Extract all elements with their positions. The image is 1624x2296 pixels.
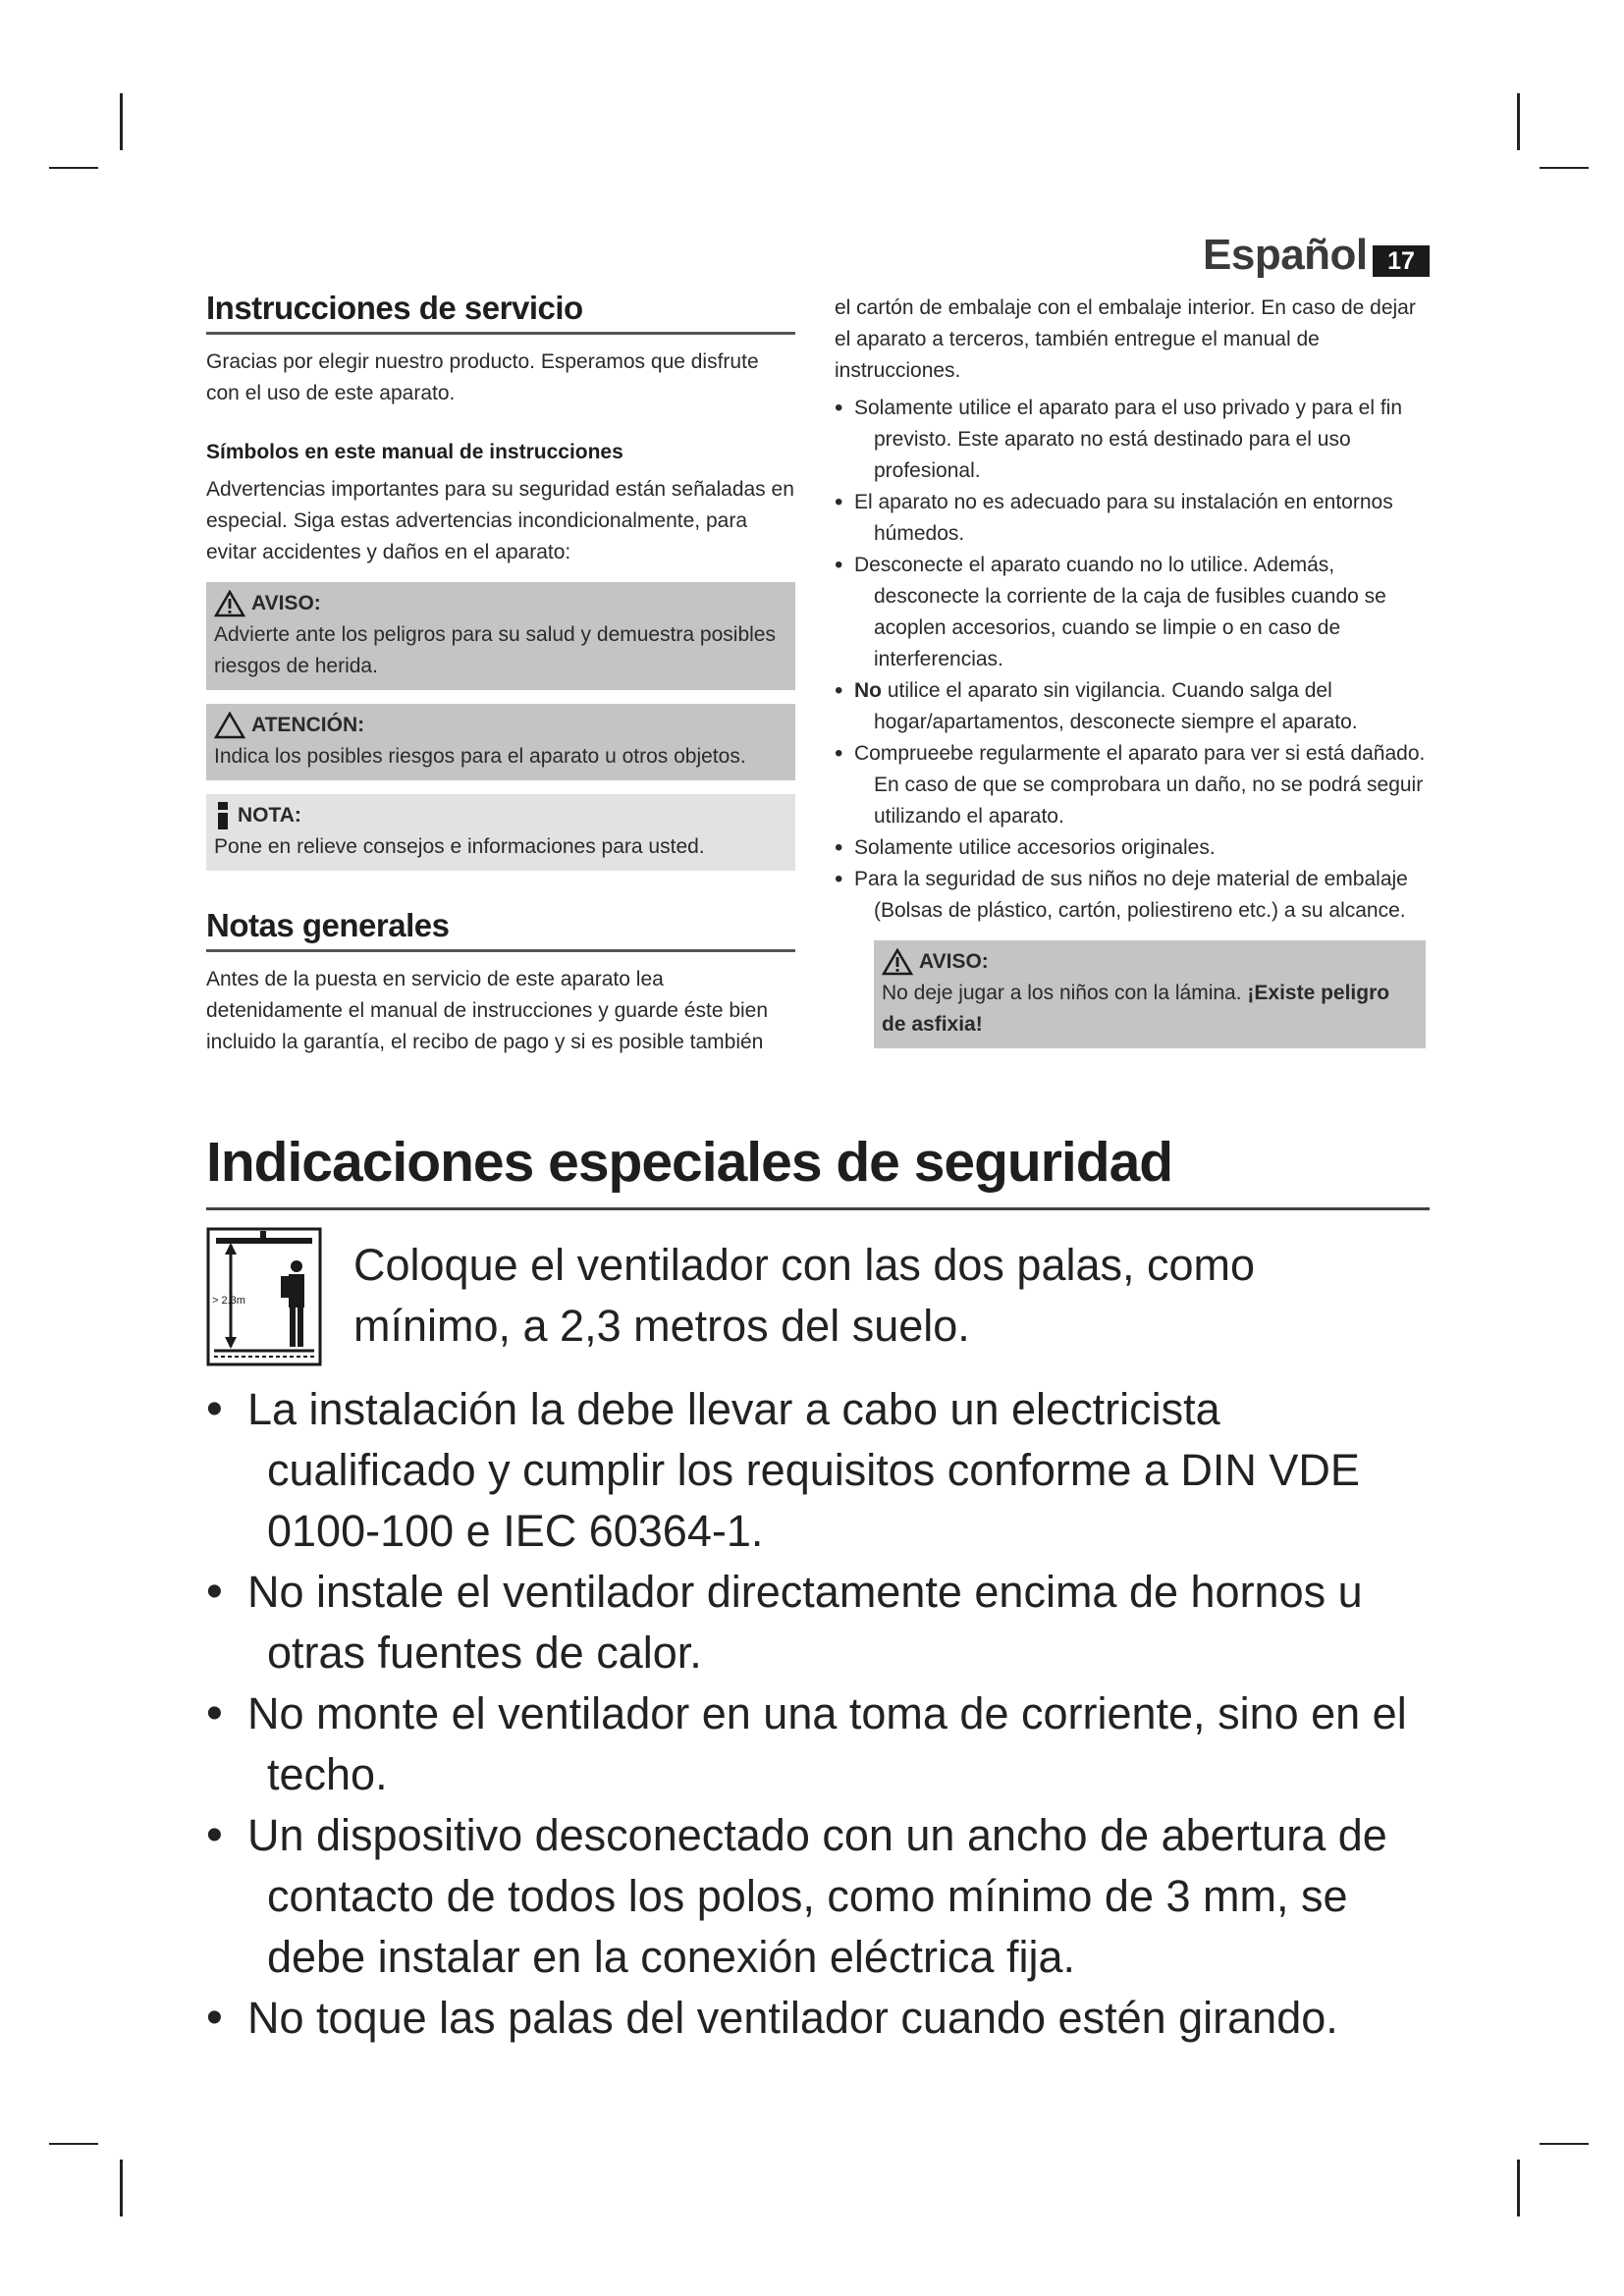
no-bold: No (854, 679, 882, 702)
right-column (835, 293, 1426, 1048)
page-number: 17 (1373, 245, 1430, 277)
crop-mark (1540, 2143, 1589, 2145)
list-item: • Desconecte el aparato cuando no lo utilice. Además, desconecte la corriente de la caja de fusibles cuando se acoplen accesorios, cuando se limpie o en caso de interferencias. (835, 550, 1426, 675)
crop-mark (49, 2143, 98, 2145)
left-column (206, 290, 795, 1058)
atencion-title: ATENCIÓN: (251, 714, 365, 736)
list-item: • No instale el ventilador directamente encima de hornos u otras fuentes de calor. (206, 1562, 1434, 1683)
list-item (835, 675, 1426, 738)
caution-icon (214, 712, 245, 739)
crop-mark (1517, 93, 1520, 150)
warning-icon (882, 948, 913, 976)
nota-title: NOTA: (238, 804, 301, 827)
aviso-text-normal: No deje jugar a los niños con la lámina. (882, 982, 1248, 1004)
list-item: • Solamente utilice accesorios originales. (835, 832, 1426, 864)
crop-mark (120, 2160, 123, 2216)
list-item: • Para la seguridad de sus niños no deje material de embalaje (Bolsas de plástico, cartón, poliestireno etc.) a su alcance. (835, 864, 1426, 927)
general-notes-list (835, 393, 1426, 927)
aviso-text: Advierte ante los peligros para su salud y demuestra posibles riesgos de herida. (214, 623, 776, 677)
atencion-text: Indica los posibles riesgos para el aparato u otros objetos. (214, 745, 746, 768)
intro-paragraph: Gracias por elegir nuestro producto. Esperamos que disfrute con el uso de este aparato. (206, 350, 759, 404)
special-safety-title: Indicaciones especiales de seguridad (206, 1129, 1430, 1210)
symbols-heading: Símbolos en este manual de instrucciones (206, 441, 623, 463)
height-label: > 2.3m (212, 1295, 245, 1307)
warning-icon (214, 590, 245, 617)
section-title-notas: Notas generales (206, 910, 795, 952)
notas-paragraph: Antes de la puesta en servicio de este aparato lea detenidamente el manual de instrucciones y guarde éste bien incluido la garantía, el recibo de pago y si es posible también (206, 968, 769, 1053)
symbols-paragraph: Advertencias importantes para su seguridad están señaladas en especial. Siga estas advertencias incondicionalmente, para evitar accidentes y daños en el aparato: (206, 478, 794, 563)
no-rest: utilice el aparato sin vigilancia. Cuando salga del hogar/apartamentos, desconecte siempre el aparato. (874, 679, 1358, 733)
list-item: • Comprueebe regularmente el aparato para ver si está dañado. En caso de que se comprobara un daño, no se podrá seguir utilizando el aparato. (835, 738, 1426, 832)
crop-mark (1540, 167, 1589, 169)
list-item: • Solamente utilice el aparato para el uso privado y para el fin previsto. Este aparato no está destinado para el uso profesional. (835, 393, 1426, 487)
special-safety-list (206, 1379, 1434, 2049)
list-item: • La instalación la debe llevar a cabo un electricista cualificado y cumplir los requisitos conforme a DIN VDE 0100-100 e IEC 60364-1. (206, 1379, 1434, 1562)
nota-text: Pone en relieve consejos e informaciones para usted. (214, 835, 705, 858)
continued-paragraph: el cartón de embalaje con el embalaje interior. En caso de dejar el aparato a terceros, también entregue el manual de instrucciones. (835, 296, 1416, 382)
crop-mark (49, 167, 98, 169)
aviso-title: AVISO: (251, 592, 321, 614)
list-item: • No toque las palas del ventilador cuando estén girando. (206, 1988, 1434, 2049)
crop-mark (1517, 2160, 1520, 2216)
list-item: • El aparato no es adecuado para su instalación en entornos húmedos. (835, 487, 1426, 550)
special-intro: Coloque el ventilador con las dos palas, como mínimo, a 2,3 metros del suelo. (353, 1240, 1256, 1351)
atencion-box (206, 704, 795, 780)
info-icon (214, 801, 232, 830)
aviso-box-right (874, 940, 1426, 1048)
section-title-instrucciones: Instrucciones de servicio (206, 293, 795, 335)
nota-box (206, 794, 795, 871)
aviso-text-right (882, 978, 1418, 1041)
aviso-title-right: AVISO: (919, 950, 989, 973)
height-pictogram-icon (206, 1227, 322, 1366)
list-item: • Un dispositivo desconectado con un ancho de abertura de contacto de todos los polos, como mínimo de 3 mm, se debe instalar en la conexión eléctrica fija. (206, 1805, 1434, 1988)
list-item: • No monte el ventilador en una toma de corriente, sino en el techo. (206, 1683, 1434, 1805)
aviso-box (206, 582, 795, 690)
crop-mark (120, 93, 123, 150)
language-header: Español (1203, 231, 1368, 279)
aviso-text-bold: ¡Existe peligro de asfixia! (882, 982, 1390, 1036)
